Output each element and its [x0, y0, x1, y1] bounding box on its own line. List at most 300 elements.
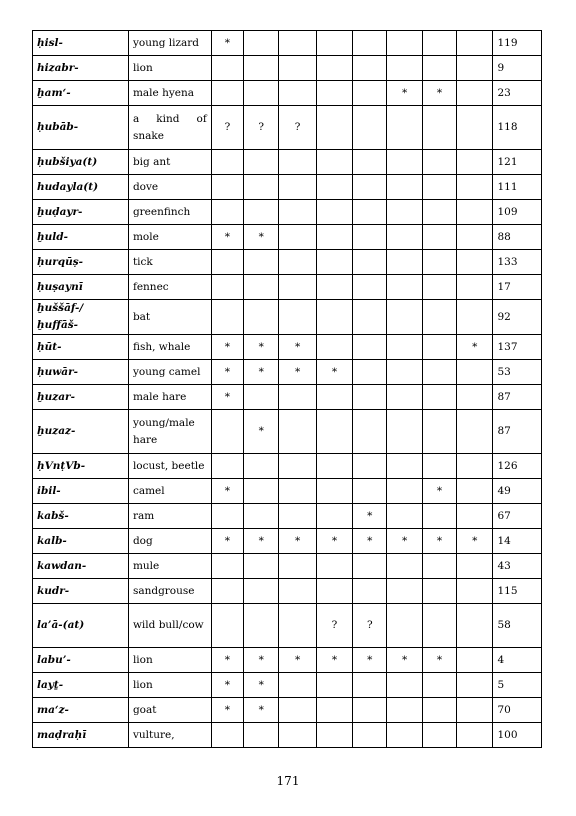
mark-cell: ? — [244, 106, 279, 150]
gloss-cell: greenfinch — [128, 200, 211, 225]
table-row — [33, 504, 542, 529]
mark-cell — [211, 175, 243, 200]
table-row — [33, 698, 542, 723]
mark-cell — [279, 300, 316, 335]
mark-cell — [422, 150, 456, 175]
table-row — [33, 300, 542, 335]
gloss-cell: fish, whale — [128, 335, 211, 360]
mark-cell: * — [211, 335, 243, 360]
mark-cell — [353, 579, 387, 604]
mark-cell — [279, 225, 316, 250]
word-cell: hizabr- — [33, 56, 129, 81]
mark-cell: * — [387, 648, 422, 673]
reference-number-cell: 100 — [493, 723, 542, 748]
mark-cell — [279, 454, 316, 479]
mark-cell — [387, 360, 422, 385]
mark-cell — [279, 479, 316, 504]
mark-cell — [279, 673, 316, 698]
mark-cell: * — [353, 529, 387, 554]
mark-cell — [387, 723, 422, 748]
mark-cell: * — [244, 698, 279, 723]
reference-number-cell: 121 — [493, 150, 542, 175]
mark-cell — [387, 56, 422, 81]
gloss-cell: ram — [128, 504, 211, 529]
mark-cell — [279, 56, 316, 81]
mark-cell — [457, 698, 493, 723]
mark-cell — [457, 504, 493, 529]
mark-cell — [316, 723, 352, 748]
word-cell: ma‘z- — [33, 698, 129, 723]
reference-number-cell: 5 — [493, 673, 542, 698]
mark-cell — [457, 175, 493, 200]
mark-cell — [279, 81, 316, 106]
mark-cell — [457, 648, 493, 673]
mark-cell — [422, 225, 456, 250]
mark-cell: * — [211, 225, 243, 250]
mark-cell: * — [422, 648, 456, 673]
mark-cell — [244, 579, 279, 604]
gloss-cell: male hyena — [128, 81, 211, 106]
table-row — [33, 225, 542, 250]
mark-cell — [316, 479, 352, 504]
gloss-cell: dove — [128, 175, 211, 200]
mark-cell — [457, 410, 493, 454]
word-cell: ḫuššāf-/ḫuffāš- — [33, 300, 129, 335]
mark-cell — [422, 723, 456, 748]
mark-cell — [211, 250, 243, 275]
mark-cell: * — [316, 648, 352, 673]
mark-cell — [422, 385, 456, 410]
mark-cell — [244, 81, 279, 106]
gloss-cell: bat — [128, 300, 211, 335]
mark-cell — [387, 504, 422, 529]
word-cell: ḫuzar- — [33, 385, 129, 410]
mark-cell: * — [211, 360, 243, 385]
gloss-cell: locust, beetle — [128, 454, 211, 479]
table-row — [33, 200, 542, 225]
mark-cell: * — [279, 648, 316, 673]
word-cell: ḫuḍayr- — [33, 200, 129, 225]
mark-cell: * — [244, 410, 279, 454]
mark-cell — [279, 554, 316, 579]
mark-cell: * — [422, 529, 456, 554]
mark-cell — [279, 604, 316, 648]
mark-cell: ? — [316, 604, 352, 648]
word-cell: kabš- — [33, 504, 129, 529]
word-cell: kalb- — [33, 529, 129, 554]
table-row — [33, 529, 542, 554]
page-number: 171 — [276, 774, 300, 788]
mark-cell — [457, 604, 493, 648]
mark-cell — [457, 200, 493, 225]
mark-cell — [457, 250, 493, 275]
table-row — [33, 175, 542, 200]
mark-cell: ? — [211, 106, 243, 150]
mark-cell: * — [211, 673, 243, 698]
mark-cell: * — [244, 360, 279, 385]
reference-number-cell: 118 — [493, 106, 542, 150]
mark-cell — [211, 150, 243, 175]
table-row — [33, 31, 542, 56]
mark-cell — [387, 106, 422, 150]
mark-cell — [316, 275, 352, 300]
mark-cell — [387, 673, 422, 698]
gloss-cell: mule — [128, 554, 211, 579]
mark-cell: * — [244, 673, 279, 698]
mark-cell — [244, 504, 279, 529]
mark-cell — [316, 554, 352, 579]
mark-cell — [422, 454, 456, 479]
mark-cell — [211, 275, 243, 300]
mark-cell: * — [387, 529, 422, 554]
word-cell: ḥuṣaynī — [33, 275, 129, 300]
table-row — [33, 385, 542, 410]
mark-cell — [244, 250, 279, 275]
mark-cell — [211, 554, 243, 579]
word-cell: maḍraḥī — [33, 723, 129, 748]
word-cell: kudr- — [33, 579, 129, 604]
mark-cell — [353, 175, 387, 200]
mark-cell — [279, 31, 316, 56]
mark-cell — [457, 385, 493, 410]
mark-cell — [353, 150, 387, 175]
gloss-cell: dog — [128, 529, 211, 554]
mark-cell — [387, 554, 422, 579]
mark-cell: * — [457, 335, 493, 360]
mark-cell: * — [211, 479, 243, 504]
mark-cell — [387, 479, 422, 504]
mark-cell — [279, 504, 316, 529]
mark-cell — [387, 335, 422, 360]
mark-cell — [211, 579, 243, 604]
mark-cell — [244, 300, 279, 335]
table-row — [33, 554, 542, 579]
mark-cell — [211, 410, 243, 454]
mark-cell — [422, 579, 456, 604]
gloss-cell: young/male hare — [128, 410, 211, 454]
gloss-cell: lion — [128, 673, 211, 698]
mark-cell: * — [244, 529, 279, 554]
table-row — [33, 454, 542, 479]
mark-cell — [316, 250, 352, 275]
mark-cell — [316, 673, 352, 698]
mark-cell — [279, 175, 316, 200]
mark-cell — [316, 504, 352, 529]
mark-cell — [316, 56, 352, 81]
gloss-cell: goat — [128, 698, 211, 723]
mark-cell — [279, 579, 316, 604]
gloss-cell: vulture, — [128, 723, 211, 748]
table-row — [33, 81, 542, 106]
mark-cell — [387, 200, 422, 225]
mark-cell: * — [316, 360, 352, 385]
table-row — [33, 335, 542, 360]
mark-cell: * — [387, 81, 422, 106]
mark-cell — [353, 300, 387, 335]
mark-cell — [211, 81, 243, 106]
mark-cell — [387, 225, 422, 250]
mark-cell — [353, 106, 387, 150]
mark-cell — [244, 554, 279, 579]
mark-cell: * — [279, 360, 316, 385]
table-row — [33, 673, 542, 698]
mark-cell — [316, 300, 352, 335]
mark-cell — [353, 723, 387, 748]
mark-cell — [457, 673, 493, 698]
mark-cell — [279, 150, 316, 175]
mark-cell — [422, 250, 456, 275]
gloss-cell: wild bull/cow — [128, 604, 211, 648]
word-cell: ḥuwār- — [33, 360, 129, 385]
reference-number-cell: 23 — [493, 81, 542, 106]
mark-cell — [211, 504, 243, 529]
mark-cell — [244, 200, 279, 225]
mark-cell — [457, 81, 493, 106]
mark-cell — [457, 300, 493, 335]
reference-number-cell: 4 — [493, 648, 542, 673]
reference-number-cell: 115 — [493, 579, 542, 604]
mark-cell — [387, 604, 422, 648]
mark-cell — [316, 454, 352, 479]
mark-cell: * — [244, 648, 279, 673]
gloss-cell: a kind of snake — [128, 106, 211, 150]
mark-cell — [457, 150, 493, 175]
reference-number-cell: 67 — [493, 504, 542, 529]
gloss-cell: camel — [128, 479, 211, 504]
mark-cell — [244, 385, 279, 410]
mark-cell — [457, 31, 493, 56]
mark-cell: ? — [353, 604, 387, 648]
word-cell: hudayla(t) — [33, 175, 129, 200]
mark-cell — [316, 200, 352, 225]
mark-cell — [316, 335, 352, 360]
mark-cell — [316, 175, 352, 200]
mark-cell — [422, 554, 456, 579]
reference-number-cell: 43 — [493, 554, 542, 579]
reference-number-cell: 126 — [493, 454, 542, 479]
mark-cell — [279, 200, 316, 225]
word-cell: ḫam‘- — [33, 81, 129, 106]
mark-cell — [457, 479, 493, 504]
reference-number-cell: 88 — [493, 225, 542, 250]
mark-cell: * — [279, 529, 316, 554]
mark-cell — [316, 81, 352, 106]
word-cell: ḥubšiya(t) — [33, 150, 129, 175]
mark-cell — [316, 106, 352, 150]
word-cell: ḥurqūṣ- — [33, 250, 129, 275]
mark-cell — [387, 31, 422, 56]
gloss-cell: young camel — [128, 360, 211, 385]
mark-cell: * — [211, 698, 243, 723]
mark-cell — [422, 604, 456, 648]
mark-cell — [422, 300, 456, 335]
mark-cell — [279, 698, 316, 723]
mark-cell — [422, 360, 456, 385]
mark-cell — [387, 385, 422, 410]
table-row — [33, 275, 542, 300]
mark-cell — [316, 385, 352, 410]
reference-number-cell: 87 — [493, 410, 542, 454]
reference-number-cell: 14 — [493, 529, 542, 554]
mark-cell: * — [353, 504, 387, 529]
mark-cell: * — [422, 479, 456, 504]
gloss-cell: lion — [128, 648, 211, 673]
mark-cell — [244, 31, 279, 56]
word-cell: ḥVnṭVb- — [33, 454, 129, 479]
mark-cell — [422, 410, 456, 454]
reference-number-cell: 92 — [493, 300, 542, 335]
mark-cell — [422, 106, 456, 150]
mark-cell — [353, 698, 387, 723]
table-row — [33, 410, 542, 454]
table-row — [33, 723, 542, 748]
word-cell: ibil- — [33, 479, 129, 504]
mark-cell — [387, 150, 422, 175]
word-cell: labu’- — [33, 648, 129, 673]
mark-cell — [353, 360, 387, 385]
mark-cell — [244, 723, 279, 748]
mark-cell — [457, 360, 493, 385]
table-row — [33, 360, 542, 385]
mark-cell: * — [211, 648, 243, 673]
mark-cell — [353, 31, 387, 56]
mark-cell — [211, 454, 243, 479]
mark-cell — [387, 300, 422, 335]
table-row — [33, 106, 542, 150]
mark-cell — [316, 150, 352, 175]
word-cell: la’ā-(at) — [33, 604, 129, 648]
mark-cell — [387, 579, 422, 604]
mark-cell — [353, 225, 387, 250]
mark-cell — [211, 300, 243, 335]
table-row — [33, 250, 542, 275]
mark-cell — [279, 275, 316, 300]
mark-cell — [457, 723, 493, 748]
reference-number-cell: 133 — [493, 250, 542, 275]
mark-cell: * — [353, 648, 387, 673]
mark-cell: * — [316, 529, 352, 554]
word-cell: ḥubāb- — [33, 106, 129, 150]
reference-number-cell: 49 — [493, 479, 542, 504]
mark-cell — [457, 106, 493, 150]
mark-cell — [353, 673, 387, 698]
mark-cell — [279, 410, 316, 454]
mark-cell — [353, 81, 387, 106]
mark-cell — [211, 723, 243, 748]
mark-cell: * — [422, 81, 456, 106]
mark-cell — [457, 56, 493, 81]
word-cell: ḫuld- — [33, 225, 129, 250]
mark-cell: * — [211, 529, 243, 554]
mark-cell — [353, 200, 387, 225]
gloss-cell: sandgrouse — [128, 579, 211, 604]
mark-cell — [387, 410, 422, 454]
mark-cell: * — [244, 335, 279, 360]
word-cell: ḫuzaz- — [33, 410, 129, 454]
mark-cell — [353, 275, 387, 300]
gloss-cell: lion — [128, 56, 211, 81]
table-row — [33, 479, 542, 504]
table-row — [33, 648, 542, 673]
mark-cell — [316, 579, 352, 604]
word-cell: kawdan- — [33, 554, 129, 579]
reference-number-cell: 137 — [493, 335, 542, 360]
table-row — [33, 604, 542, 648]
mark-cell — [353, 554, 387, 579]
table-row — [33, 56, 542, 81]
mark-cell — [422, 504, 456, 529]
reference-number-cell: 119 — [493, 31, 542, 56]
reference-number-cell: 111 — [493, 175, 542, 200]
gloss-cell: young lizard — [128, 31, 211, 56]
reference-number-cell: 9 — [493, 56, 542, 81]
word-cell: layṯ- — [33, 673, 129, 698]
mark-cell: ? — [279, 106, 316, 150]
mark-cell — [316, 698, 352, 723]
mark-cell — [353, 56, 387, 81]
mark-cell — [211, 56, 243, 81]
reference-number-cell: 17 — [493, 275, 542, 300]
mark-cell — [244, 479, 279, 504]
mark-cell — [244, 56, 279, 81]
reference-number-cell: 58 — [493, 604, 542, 648]
mark-cell: * — [211, 31, 243, 56]
mark-cell: * — [211, 385, 243, 410]
mark-cell — [353, 454, 387, 479]
mark-cell — [244, 150, 279, 175]
mark-cell — [353, 410, 387, 454]
word-cell: ḥūt- — [33, 335, 129, 360]
mark-cell — [211, 200, 243, 225]
mark-cell — [353, 479, 387, 504]
mark-cell — [353, 385, 387, 410]
mark-cell — [422, 275, 456, 300]
mark-cell — [244, 175, 279, 200]
mark-cell — [422, 698, 456, 723]
mark-cell — [387, 250, 422, 275]
gloss-cell: big ant — [128, 150, 211, 175]
mark-cell — [422, 56, 456, 81]
mark-cell — [244, 275, 279, 300]
mark-cell — [244, 604, 279, 648]
gloss-cell: mole — [128, 225, 211, 250]
mark-cell — [422, 31, 456, 56]
table-row — [33, 150, 542, 175]
mark-cell — [457, 275, 493, 300]
mark-cell — [457, 454, 493, 479]
mark-cell — [457, 225, 493, 250]
mark-cell: * — [244, 225, 279, 250]
mark-cell — [353, 335, 387, 360]
mark-cell — [387, 454, 422, 479]
mark-cell: * — [457, 529, 493, 554]
lexicon-table — [32, 30, 542, 748]
mark-cell — [387, 275, 422, 300]
mark-cell — [457, 579, 493, 604]
word-cell: ḥisl- — [33, 31, 129, 56]
mark-cell — [279, 723, 316, 748]
mark-cell — [316, 410, 352, 454]
mark-cell — [422, 673, 456, 698]
reference-number-cell: 109 — [493, 200, 542, 225]
gloss-cell: male hare — [128, 385, 211, 410]
mark-cell — [353, 250, 387, 275]
mark-cell — [244, 454, 279, 479]
table-row — [33, 579, 542, 604]
mark-cell — [422, 175, 456, 200]
mark-cell — [387, 175, 422, 200]
mark-cell — [279, 250, 316, 275]
